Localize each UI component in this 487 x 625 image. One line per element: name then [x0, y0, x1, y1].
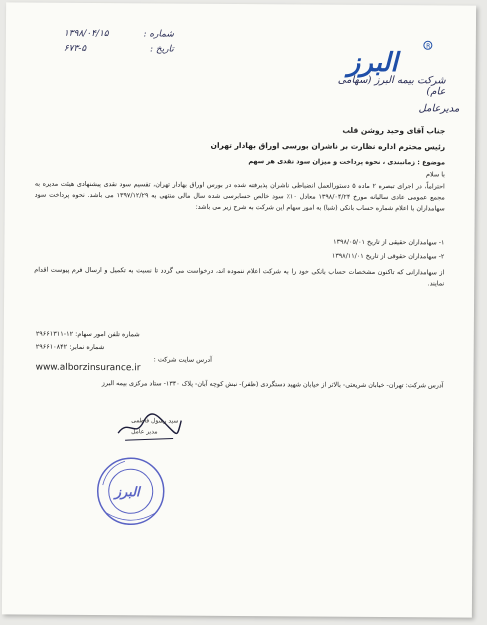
- number-value: ۶۷۳-۵: [63, 43, 87, 54]
- number-row: [64, 27, 174, 43]
- website-label: آدرس سایت شرکت :: [153, 355, 212, 364]
- recipient-name: جناب آقای وحید روشن قلب: [342, 125, 446, 136]
- list-item: ۱- سهامداران حقیقی از تاریخ ۱۳۹۸/۰۵/۰۱: [333, 237, 445, 247]
- recipient-rank: رئیس محترم اداره نظارت بر ناشران بورسی اوراق بهادار تهران: [210, 140, 446, 152]
- greeting: با سلام: [426, 170, 445, 179]
- signer-title: مدیر عامل: [131, 428, 158, 436]
- svg-text:البرز: البرز: [347, 47, 398, 79]
- date-row: [64, 42, 174, 58]
- salutation: مدیرعامل: [418, 103, 460, 115]
- website-url[interactable]: www.alborzinsurance.ir: [35, 362, 141, 374]
- date-label: تاریخ :: [149, 44, 174, 55]
- company-stamp: [94, 455, 167, 528]
- svg-text:R: R: [426, 42, 431, 50]
- date-value: ۱۳۹۸/۰۴/۱۵: [63, 28, 109, 40]
- svg-text:البرز: البرز: [114, 485, 140, 501]
- list-item: ۲- سهامداران حقوقی از تاریخ ۱۳۹۸/۱۱/۰۱: [331, 251, 445, 261]
- phone-line: شماره تلفن امور سهام: ۱۲-۲۹۶۶۱۳۱۱: [35, 329, 140, 339]
- paragraph-2: از سهامدارانی که تاکنون مشخصات حساب بانکی خود را به شرکت اعلام ننموده اند، درخواست می گردد تا نسبت به تکمیل و ارسال فرم پیوست اقدام نمایند.: [34, 265, 445, 288]
- number-label: شماره :: [143, 29, 174, 40]
- letter-page: [2, 2, 476, 617]
- company-subtitle: شرکت بیمه البرز (سهامی عام): [337, 74, 446, 98]
- company-address: آدرس شرکت: تهران- خیابان شریعتی- بالاتر از خیابان شهید دستگردی (ظفر)- نبش کوچه آبان- پلاک ۱۳۴۰- ستاد مرکزی بیمه البرز: [101, 379, 444, 390]
- fax-line: شماره نمابر: ۲۹۶۶۱۰۸۴۲: [35, 342, 105, 352]
- signer-name: سید رسول فاطمی: [131, 417, 179, 425]
- paragraph-1: احتراماً، در اجرای تبصره ۲ ماده ۵ دستورالعمل انضباطی ناشران پذیرفته شده در بورس اوراق بهادار تهران، تقسیم سود نقدی پیشنهادی هیئت مدیره به مجمع عمومی عادی سالیانه مورخ ۱۳۹۸/۰۴/۲۴ معادل ۱۰٪ سود خالص حسابرسی شده سال مالی منتهی به ۱۳۹۷/۱۲/۲۹ می باشد. نحوه پرداخت سود سهامداران با اعلام شماره حساب بانکی (شبا) به امور سهام این شرکت به شرح زیر می باشد:: [34, 179, 445, 213]
- letter-meta: [64, 27, 174, 58]
- subject-line: موضوع : زمانبندی ، نحوه پرداخت و میزان سود نقدی هر سهم: [248, 157, 446, 167]
